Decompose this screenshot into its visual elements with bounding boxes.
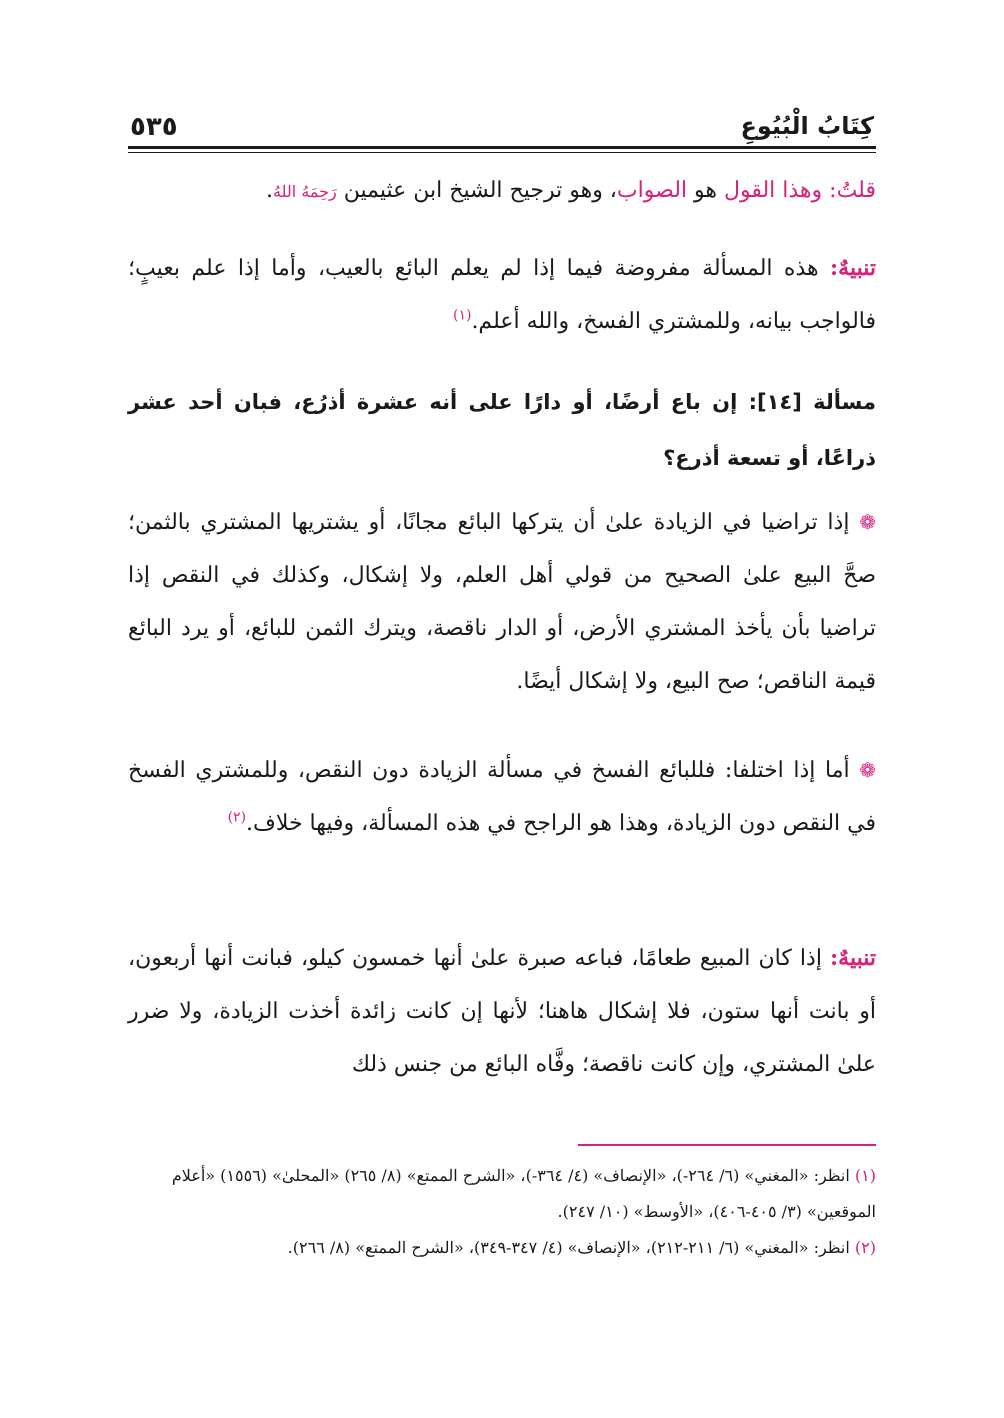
page-header xyxy=(128,104,876,152)
ruling-text-1: إذا تراضيا في الزيادة علىٰ أن يتركها البائع مجانًا، أو يشتريها المشتري بالثمن؛ صحَّ البيع علىٰ الصحيح من قولي أهل العلم، ولا إشكال، وكذلك في النقص إذا تراضيا بأن يأخذ المشتري الأرض، أو الدار ناقصة، ويترك الثمن للبائع، أو يرد البائع قيمة الناقص؛ صح البيع، ولا إشكال أيضًا. xyxy=(128,510,876,694)
footnote-item xyxy=(128,1230,876,1266)
footnote-divider xyxy=(578,1144,876,1146)
footnote-ref-1: (١) xyxy=(452,307,472,324)
footnote-text: انظر: «المغني» (٦/ ٢١١-٢١٢)، «الإنصاف» (٤/ ٣٤٧-٣٤٩)، «الشرح الممتع» (٨/ ٢٦٦). xyxy=(287,1238,850,1257)
ruling-paragraph-1 xyxy=(128,496,876,708)
note-paragraph-2 xyxy=(128,932,876,1091)
flower-bullet-icon: ❁ xyxy=(859,758,876,782)
note-label: تنبيهٌ: xyxy=(830,255,877,281)
footnote-text: انظر: «المغني» (٦/ ٢٦٤-)، «الإنصاف» (٤/ ٣٦٤-)، «الشرح الممتع» (٨/ ٢٦٥) «المحلىٰ» (١٥٥٦) «أعلام الموقعين» (٣/ ٤٠٥-٤٠٦)، «الأوسط» (١٠/ ٢٤٧). xyxy=(171,1166,876,1221)
header-rule-thin xyxy=(128,152,876,153)
header-rule-thick xyxy=(128,146,876,149)
opinion-rest: ، وهو ترجيح الشيخ ابن عثيمين xyxy=(343,178,617,203)
note-text: هذه المسألة مفروضة فيما إذا لم يعلم البائع بالعيب، وأما إذا علم بعيبٍ؛ فالواجب بيانه، وللمشتري الفسخ، والله أعلم. xyxy=(128,256,876,334)
footnote-number: (١) xyxy=(854,1166,876,1185)
note-text: إذا كان المبيع طعامًا، فباعه صبرة علىٰ أنها خمسون كيلو، فبانت أنها أربعون، أو بانت أنها ستون، فلا إشكال هاهنا؛ لأنها إن كانت زائدة أخذت الزيادة، ولا ضرر علىٰ المشتري، وإن كانت ناقصة؛ وفَّاه البائع من جنس ذلك xyxy=(128,946,877,1077)
opinion-end: . xyxy=(266,178,274,203)
opinion-lead: قلتُ: xyxy=(829,178,876,203)
note-paragraph-1 xyxy=(128,242,876,348)
footnote-item xyxy=(128,1158,876,1230)
opinion-highlight-1: وهذا القول xyxy=(723,178,823,203)
page-number: ٥٣٥ xyxy=(130,112,178,142)
footnote-ref-2: (٢) xyxy=(227,809,247,826)
footnote-number: (٢) xyxy=(854,1238,876,1257)
masala-heading xyxy=(128,374,876,486)
note-label: تنبيهٌ: xyxy=(830,945,876,971)
opinion-mid: هو xyxy=(694,178,717,203)
opinion-highlight-2: الصواب xyxy=(616,178,688,203)
masala-question: إن باع أرضًا، أو دارًا على أنه عشرة أذرُع، فبان أحد عشر ذراعًا، أو تسعة أذرع؟ xyxy=(128,390,876,470)
honorific: رَحِمَهُ اللهُ xyxy=(273,182,337,201)
opinion-paragraph xyxy=(128,164,876,218)
footnotes xyxy=(128,1158,876,1266)
flower-bullet-icon: ❁ xyxy=(859,510,876,534)
ruling-paragraph-2 xyxy=(128,744,876,850)
masala-title: مسألة [١٤]: xyxy=(748,390,876,414)
ruling-text-2: أما إذا اختلفا: فللبائع الفسخ في مسألة الزيادة دون النقص، وللمشتري الفسخ في النقص دون الزيادة، وهذا هو الراجح في هذه المسألة، وفيها خلاف. xyxy=(128,758,876,836)
running-title: كِتَابُ الْبُيُوعِ xyxy=(740,112,874,140)
